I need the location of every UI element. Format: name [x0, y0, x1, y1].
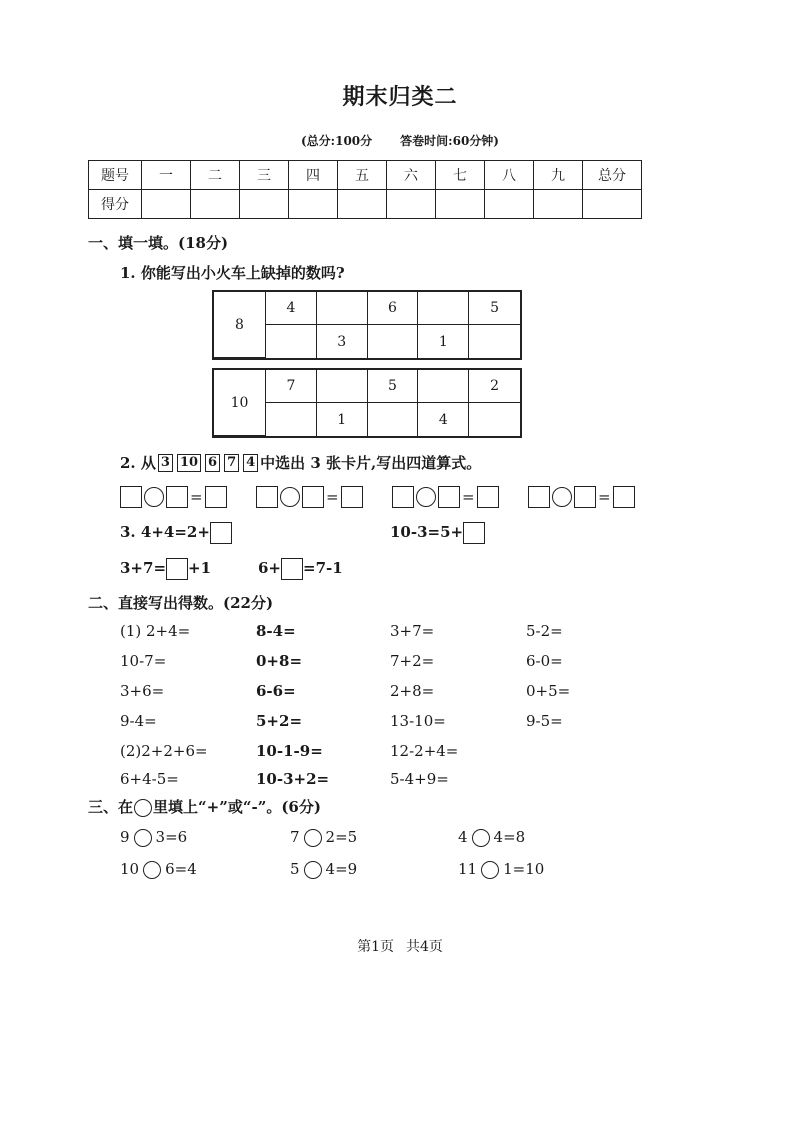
- train-car[interactable]: [418, 370, 469, 403]
- operator-problem: [120, 860, 197, 879]
- answer-box[interactable]: [256, 486, 278, 508]
- train-car: 5: [368, 370, 419, 403]
- page-footer: [0, 936, 800, 956]
- train-car: 6: [368, 292, 419, 325]
- number-card: 3: [158, 454, 173, 472]
- operator-circle[interactable]: [552, 487, 572, 507]
- arithmetic-problem: 3+7=: [390, 622, 435, 640]
- equals-sign: =: [598, 488, 611, 506]
- operand-right: 1=10: [503, 860, 545, 878]
- number-card: 6: [205, 454, 220, 472]
- section-3-heading: [88, 796, 321, 817]
- arithmetic-problem: 3+6=: [120, 682, 165, 700]
- operator-circle[interactable]: [472, 829, 490, 847]
- answer-box[interactable]: [120, 486, 142, 508]
- score-table-score-row: [89, 190, 642, 219]
- question-1-text: 1. 你能写出小火车上缺掉的数吗?: [120, 264, 345, 282]
- arithmetic-problem: (2)2+2+6=: [120, 742, 208, 760]
- arithmetic-problem: 6-6=: [256, 682, 296, 700]
- question-3c: [120, 558, 211, 580]
- arithmetic-problem: 5-4+9=: [390, 770, 449, 788]
- arithmetic-problem: 8-4=: [256, 622, 296, 640]
- question-3a-text: 3. 4+4=2+: [120, 523, 210, 541]
- train-car[interactable]: [317, 292, 368, 325]
- train-car[interactable]: [368, 325, 419, 358]
- score-cell[interactable]: [534, 190, 583, 219]
- arithmetic-problem: (1) 2+4=: [120, 622, 191, 640]
- equals-sign: =: [326, 488, 339, 506]
- arithmetic-problem: 6+4-5=: [120, 770, 179, 788]
- section-3-heading-post: 里填上“+”或“-”。(6分): [153, 798, 321, 816]
- arithmetic-problem: 10-7=: [120, 652, 167, 670]
- score-header-cell: 三: [240, 161, 289, 190]
- answer-box[interactable]: [341, 486, 363, 508]
- arithmetic-problem: 12-2+4=: [390, 742, 459, 760]
- equation-blank: [392, 486, 499, 508]
- train-car: 4: [418, 403, 469, 436]
- arithmetic-problem: 7+2=: [390, 652, 435, 670]
- number-card: 7: [224, 454, 239, 472]
- question-3b: [390, 522, 485, 544]
- question-3d-right: =7-1: [303, 559, 343, 577]
- operator-circle[interactable]: [304, 861, 322, 879]
- operand-left: 9: [120, 828, 130, 846]
- equation-blank: [528, 486, 635, 508]
- score-header-cell: 二: [191, 161, 240, 190]
- operator-circle[interactable]: [481, 861, 499, 879]
- score-table: [88, 160, 642, 219]
- train-car: 3: [317, 325, 368, 358]
- equation-blank: [256, 486, 363, 508]
- arithmetic-problem: 9-4=: [120, 712, 157, 730]
- train-car[interactable]: [266, 325, 317, 358]
- answer-box[interactable]: [302, 486, 324, 508]
- operator-circle[interactable]: [134, 829, 152, 847]
- equation-blank: [120, 486, 227, 508]
- number-card: 4: [243, 454, 258, 472]
- answer-box[interactable]: [166, 486, 188, 508]
- score-cell[interactable]: [387, 190, 436, 219]
- train-car[interactable]: [469, 325, 520, 358]
- train-1: [212, 290, 522, 360]
- operator-problem: [120, 828, 187, 847]
- question-3d: [258, 558, 343, 580]
- question-3c-right: +1: [188, 559, 212, 577]
- operand-right: 4=8: [493, 828, 526, 846]
- train-2: [212, 368, 522, 438]
- answer-box[interactable]: [210, 522, 232, 544]
- train-car[interactable]: [266, 403, 317, 436]
- train-car: 1: [317, 403, 368, 436]
- operand-right: 2=5: [325, 828, 358, 846]
- answer-box[interactable]: [477, 486, 499, 508]
- score-header-cell: 八: [485, 161, 534, 190]
- exam-info: [0, 132, 800, 149]
- answer-box[interactable]: [438, 486, 460, 508]
- train-head: 8: [214, 292, 266, 358]
- score-cell[interactable]: [436, 190, 485, 219]
- arithmetic-problem: 0+5=: [526, 682, 571, 700]
- equals-sign: =: [190, 488, 203, 506]
- section-3-heading-pre: 三、在: [88, 798, 134, 816]
- score-table-header-row: [89, 161, 642, 190]
- answer-box[interactable]: [281, 558, 303, 580]
- page-number: 第1页: [357, 939, 394, 955]
- answer-box[interactable]: [528, 486, 550, 508]
- arithmetic-problem: 6-0=: [526, 652, 563, 670]
- question-2-prefix: 2. 从: [120, 454, 156, 472]
- answer-box[interactable]: [205, 486, 227, 508]
- train-car: 1: [418, 325, 469, 358]
- train-car: 5: [469, 292, 520, 325]
- question-3d-left: 6+: [258, 559, 282, 577]
- time-info: 答卷时间:60分钟): [400, 134, 499, 148]
- page-title: 期末归类二: [342, 84, 458, 110]
- operand-right: 3=6: [155, 828, 188, 846]
- operator-circle[interactable]: [304, 829, 322, 847]
- arithmetic-problem: 2+8=: [390, 682, 435, 700]
- score-cell[interactable]: [142, 190, 191, 219]
- equals-sign: =: [462, 488, 475, 506]
- train-car[interactable]: [469, 403, 520, 436]
- score-cell[interactable]: [289, 190, 338, 219]
- operator-problem: [290, 860, 357, 879]
- train-car[interactable]: [317, 370, 368, 403]
- answer-box[interactable]: [166, 558, 188, 580]
- arithmetic-problem: 5-2=: [526, 622, 563, 640]
- operator-circle[interactable]: [416, 487, 436, 507]
- page-total: 共4页: [406, 939, 443, 955]
- arithmetic-problem: 0+8=: [256, 652, 303, 670]
- operand-left: 7: [290, 828, 300, 846]
- score-cell[interactable]: [338, 190, 387, 219]
- operator-problem: [290, 828, 357, 847]
- score-cell[interactable]: [240, 190, 289, 219]
- operator-circle[interactable]: [143, 861, 161, 879]
- operand-left: 5: [290, 860, 300, 878]
- score-header-cell: 四: [289, 161, 338, 190]
- answer-box[interactable]: [613, 486, 635, 508]
- section-2-heading: 二、直接写出得数。(22分): [88, 594, 274, 612]
- train-car: 4: [266, 292, 317, 325]
- train-car: 7: [266, 370, 317, 403]
- arithmetic-problem: 5+2=: [256, 712, 303, 730]
- score-header-cell: 九: [534, 161, 583, 190]
- arithmetic-problem: 13-10=: [390, 712, 446, 730]
- score-header-cell: 七: [436, 161, 485, 190]
- score-cell[interactable]: [191, 190, 240, 219]
- arithmetic-problem: 9-5=: [526, 712, 563, 730]
- train-car[interactable]: [368, 403, 419, 436]
- score-header-cell: 一: [142, 161, 191, 190]
- question-2-suffix: 中选出 3 张卡片,写出四道算式。: [260, 454, 482, 472]
- question-3a: [120, 522, 232, 544]
- circle-icon: [134, 799, 152, 817]
- train-head: 10: [214, 370, 266, 436]
- score-row-label: 得分: [89, 190, 142, 219]
- operand-right: 6=4: [165, 860, 197, 878]
- operand-left: 10: [120, 860, 140, 878]
- operator-circle[interactable]: [280, 487, 300, 507]
- number-card: 10: [177, 454, 201, 472]
- operator-problem: [458, 860, 544, 879]
- operand-left: 11: [458, 860, 478, 878]
- score-header-cell: 六: [387, 161, 436, 190]
- operator-problem: [458, 828, 525, 847]
- score-header-cell: 总分: [583, 161, 642, 190]
- question-2-text: [120, 452, 481, 473]
- score-header-cell: 题号: [89, 161, 142, 190]
- operand-right: 4=9: [325, 860, 358, 878]
- answer-box[interactable]: [463, 522, 485, 544]
- score-cell[interactable]: [583, 190, 642, 219]
- operator-circle[interactable]: [144, 487, 164, 507]
- score-cell[interactable]: [485, 190, 534, 219]
- operand-left: 4: [458, 828, 468, 846]
- question-3b-text: 10-3=5+: [390, 523, 464, 541]
- arithmetic-problem: 10-1-9=: [256, 742, 323, 760]
- total-score-info: (总分:100分: [301, 134, 373, 148]
- answer-box[interactable]: [392, 486, 414, 508]
- section-1-heading: 一、填一填。(18分): [88, 234, 229, 252]
- train-car[interactable]: [418, 292, 469, 325]
- answer-box[interactable]: [574, 486, 596, 508]
- arithmetic-problem: 10-3+2=: [256, 770, 330, 788]
- train-car: 2: [469, 370, 520, 403]
- score-header-cell: 五: [338, 161, 387, 190]
- question-3c-left: 3+7=: [120, 559, 167, 577]
